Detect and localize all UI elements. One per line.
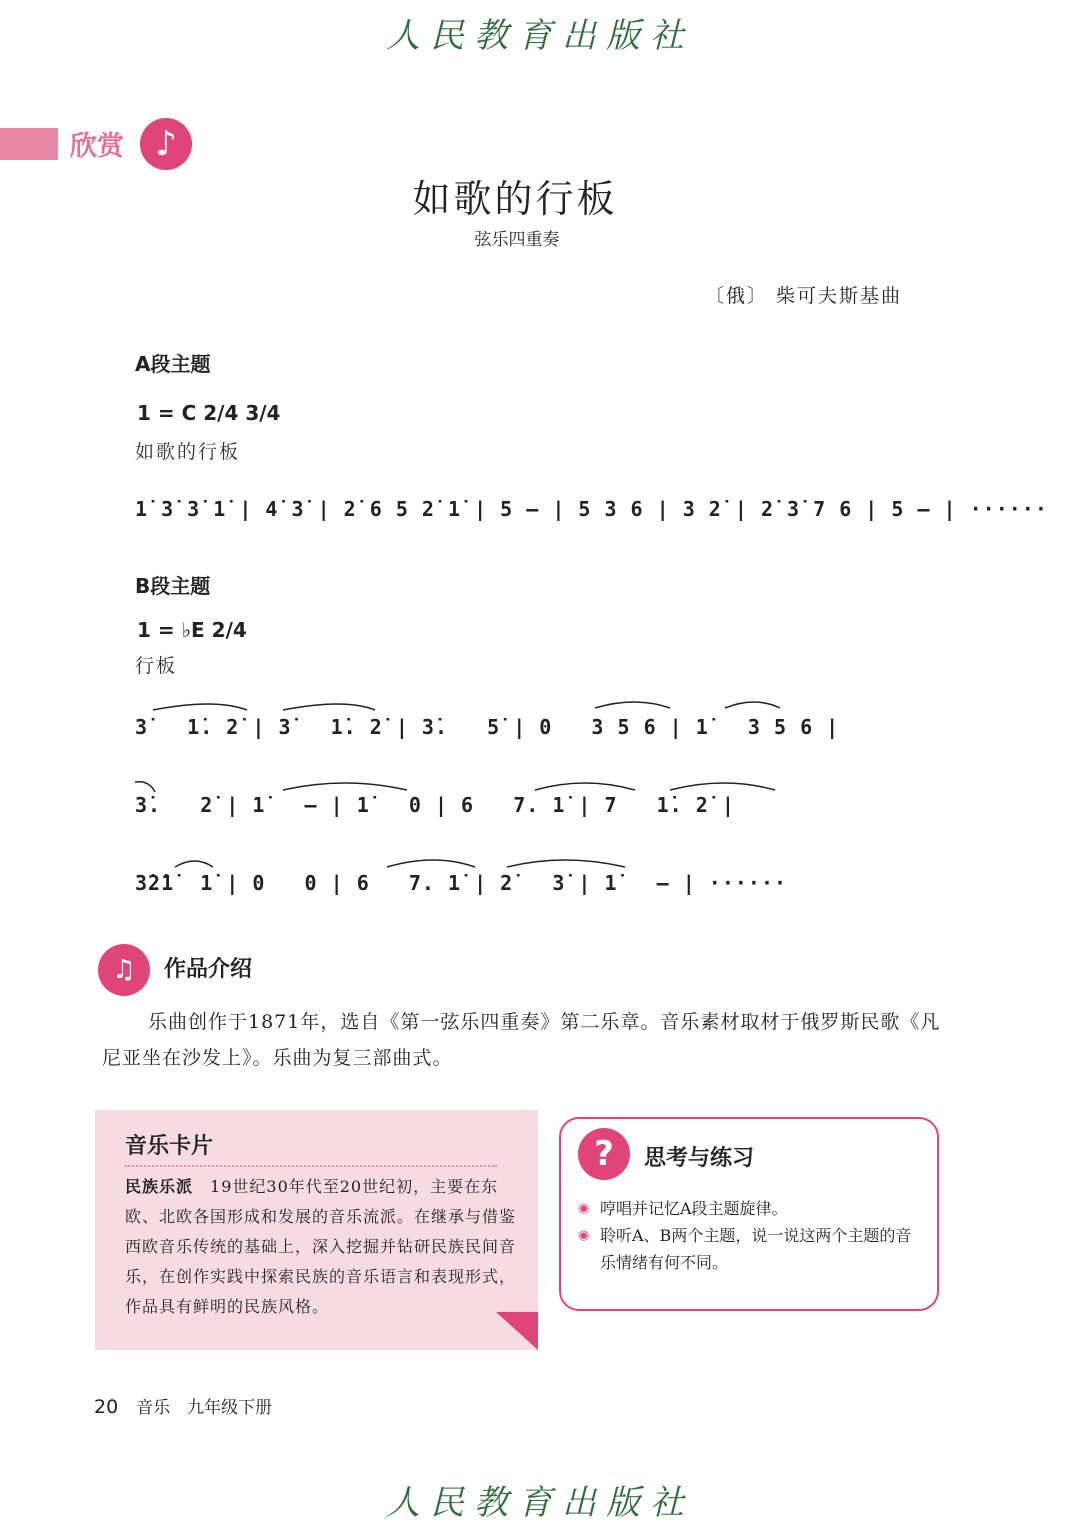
piece-title: 如歌的行板 (412, 177, 618, 221)
piece-subtitle: 弦乐四重奏 (474, 230, 560, 250)
score-icon: ♫ (98, 944, 150, 996)
think-heading: 思考与练习 (644, 1146, 755, 1171)
theme-b-key: 1 = ♭E 2/4 (137, 618, 247, 642)
music-note-icon: ♪ (140, 118, 192, 170)
page-footer (94, 1393, 272, 1418)
music-card-text (125, 1172, 520, 1322)
page-number: 20 (94, 1396, 119, 1418)
book-name: 音乐 九年级下册 (136, 1398, 273, 1418)
theme-a-score-line: 1̇ 3̇ 3̇ 1̇ | 4̇ 3̇ | 2̇ 6 5 2̇ 1̇ | 5 – | 5 3 6 | 3 2̇ | 2̇ 3̇ 7 6 | 5 – | ······ (135, 497, 1048, 521)
section-label: 欣赏 (70, 131, 124, 162)
theme-b-score-line-2: 3̇. 2̇ | 1̇ – | 1̇ 0 | 6 7. 1̇ | 7 1̇. 2̇ | (135, 793, 735, 817)
theme-b-score-line-3: 3̇2̇1̇ 1̇ | 0 0 | 6 7. 1̇ | 2̇ 3̇ | 1̇ – | ······ (135, 871, 788, 895)
theme-b-tempo: 行板 (135, 655, 178, 677)
music-card-definition: 19世纪30年代至20世纪初，主要在东欧、北欧各国形成和发展的音乐流派。在继承与借鉴西欧音乐传统的基础上，深入挖掘并钻研民族民间音乐，在创作实践中探索民族的音乐语言和表现形式，作品具有鲜明的民族风格。 (125, 1177, 517, 1316)
think-item: ◉ 聆听A、B两个主题，说一说这两个主题的音乐情绪有何不同。 (578, 1222, 923, 1276)
music-card-divider (125, 1165, 497, 1167)
theme-a-heading: A段主题 (135, 352, 211, 376)
think-list (578, 1195, 923, 1276)
publisher-footer: 人民教育出版社 (386, 1483, 694, 1523)
music-card-term: 民族乐派 (125, 1177, 194, 1196)
question-icon: ? (578, 1128, 630, 1180)
composer: 〔俄〕 柴可夫斯基曲 (704, 285, 902, 307)
think-item: ◉ 哼唱并记忆A段主题旋律。 (578, 1195, 923, 1222)
intro-text: 乐曲创作于1871年，选自《第一弦乐四重奏》第二乐章。音乐素材取材于俄罗斯民歌《凡尼亚坐在沙发上》。乐曲为复三部曲式。 (102, 1011, 941, 1069)
theme-a-tempo: 如歌的行板 (135, 441, 241, 463)
music-card-title: 音乐卡片 (125, 1134, 214, 1159)
publisher-header: 人民教育出版社 (386, 16, 694, 56)
theme-b-score-line-1: 3̇ 1̇. 2̇ | 3̇ 1̇. 2̇ | 3̇. 5̇ | 0 3 5 6 | 1̇ 3 5 6 | (135, 715, 840, 739)
theme-a-key: 1 = C 2/4 3/4 (137, 401, 281, 425)
theme-b-heading: B段主题 (135, 574, 211, 598)
card-corner-fold (496, 1312, 538, 1350)
section-bar (0, 128, 58, 160)
intro-heading: 作品介绍 (164, 957, 253, 982)
